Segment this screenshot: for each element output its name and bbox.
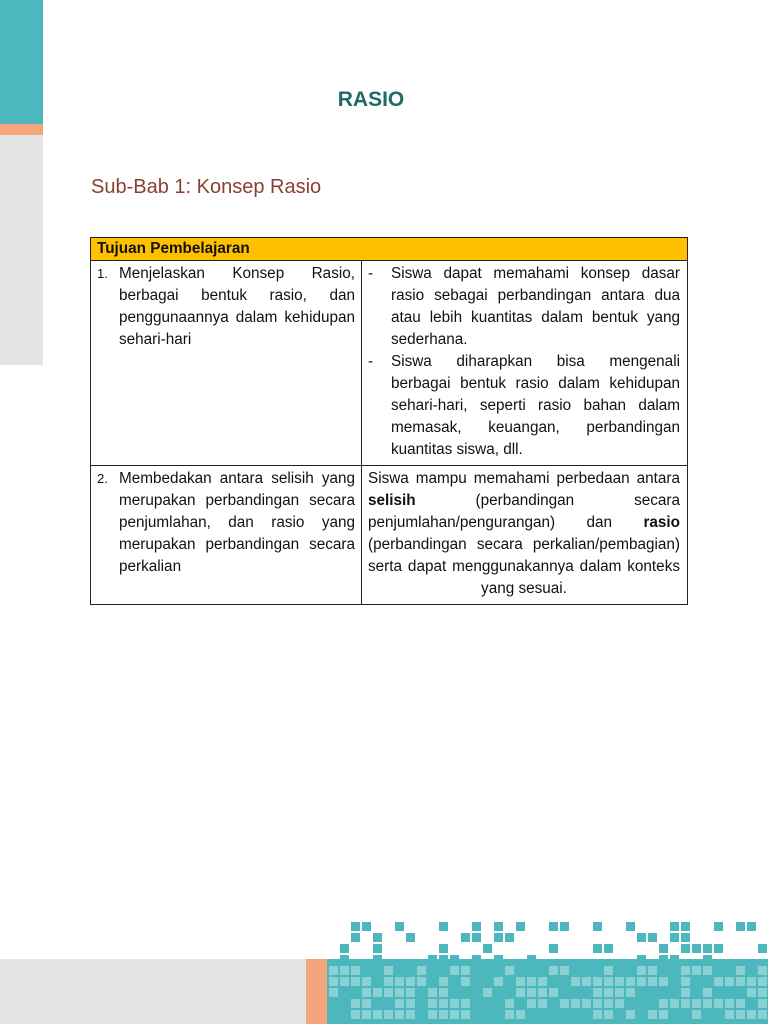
pixel-square bbox=[725, 977, 734, 986]
footer-band-orange bbox=[306, 959, 327, 1024]
pixel-square bbox=[373, 1010, 382, 1019]
pixel-square bbox=[549, 966, 558, 975]
pixel-square bbox=[670, 999, 679, 1008]
pixel-square bbox=[725, 999, 734, 1008]
objective-text: Menjelaskan Konsep Rasio, berbagai bentuk rasio, dan penggunaannya dalam kehidupan sehari-hari bbox=[119, 265, 355, 348]
outcome-text-part: Siswa mampu memahami perbedaan antara bbox=[368, 470, 680, 487]
pixel-square bbox=[659, 999, 668, 1008]
pixel-square bbox=[703, 966, 712, 975]
pixel-square bbox=[494, 922, 503, 931]
pixel-square bbox=[483, 944, 492, 953]
pixel-square bbox=[703, 944, 712, 953]
pixel-square bbox=[527, 999, 536, 1008]
pixel-square bbox=[494, 977, 503, 986]
item-number: 1. bbox=[97, 266, 108, 281]
pixel-square bbox=[681, 933, 690, 942]
outcome-text-part: (perbandingan secara perkalian/pembagian) serta dapat menggunakannya dalam konteks yang sesuai. bbox=[368, 536, 680, 597]
pixel-square bbox=[329, 966, 338, 975]
pixel-square bbox=[472, 955, 481, 964]
pixel-square bbox=[604, 966, 613, 975]
pixel-square bbox=[593, 977, 602, 986]
pixel-square bbox=[351, 922, 360, 931]
pixel-square bbox=[373, 933, 382, 942]
pixel-square bbox=[725, 1010, 734, 1019]
pixel-square bbox=[681, 977, 690, 986]
pixel-square bbox=[362, 922, 371, 931]
table-header: Tujuan Pembelajaran bbox=[91, 238, 688, 261]
pixel-square bbox=[406, 988, 415, 997]
pixel-square bbox=[681, 966, 690, 975]
pixel-square bbox=[626, 1010, 635, 1019]
table-row bbox=[91, 261, 688, 466]
pixel-square bbox=[714, 977, 723, 986]
pixel-square bbox=[395, 988, 404, 997]
pixel-square bbox=[527, 988, 536, 997]
pixel-square bbox=[461, 977, 470, 986]
bullet-dash: - bbox=[368, 353, 374, 370]
pixel-square bbox=[362, 977, 371, 986]
pixel-square bbox=[758, 977, 767, 986]
pixel-square bbox=[736, 977, 745, 986]
pixel-square bbox=[681, 922, 690, 931]
pixel-square bbox=[340, 955, 349, 964]
pixel-square bbox=[439, 922, 448, 931]
pixel-square bbox=[461, 933, 470, 942]
pixel-square bbox=[450, 955, 459, 964]
pixel-square bbox=[582, 999, 591, 1008]
outcome-cell bbox=[362, 261, 688, 466]
pixel-square bbox=[626, 977, 635, 986]
pixel-square bbox=[670, 922, 679, 931]
pixel-square bbox=[670, 955, 679, 964]
pixel-square bbox=[340, 966, 349, 975]
pixel-square bbox=[516, 1010, 525, 1019]
pixel-square bbox=[516, 988, 525, 997]
pixel-square bbox=[593, 944, 602, 953]
pixel-square bbox=[406, 933, 415, 942]
pixel-square bbox=[505, 1010, 514, 1019]
pixel-square bbox=[516, 922, 525, 931]
list-item bbox=[368, 351, 680, 461]
pixel-square bbox=[648, 1010, 657, 1019]
pixel-square bbox=[692, 999, 701, 1008]
pixel-square bbox=[384, 966, 393, 975]
pixel-square bbox=[659, 955, 668, 964]
pixel-square bbox=[648, 933, 657, 942]
pixel-square bbox=[637, 977, 646, 986]
pixel-square bbox=[736, 966, 745, 975]
pixel-square bbox=[527, 977, 536, 986]
pixel-square bbox=[351, 1010, 360, 1019]
pixel-square bbox=[747, 922, 756, 931]
pixel-square bbox=[439, 977, 448, 986]
section-subtitle: Sub-Bab 1: Konsep Rasio bbox=[91, 176, 322, 198]
side-accent-gray bbox=[0, 135, 43, 365]
pixel-square bbox=[351, 999, 360, 1008]
pixel-square bbox=[560, 966, 569, 975]
outcome-paragraph bbox=[368, 468, 680, 600]
pixel-square bbox=[351, 966, 360, 975]
pixel-square bbox=[571, 977, 580, 986]
pixel-square bbox=[384, 988, 393, 997]
pixel-square bbox=[692, 966, 701, 975]
pixel-square bbox=[736, 922, 745, 931]
pixel-square bbox=[450, 966, 459, 975]
pixel-square bbox=[373, 988, 382, 997]
pixel-square bbox=[758, 1010, 767, 1019]
outcome-text: Siswa diharapkan bisa mengenali berbagai bentuk rasio dalam kehidupan sehari-hari, seperti rasio bahan dalam memasak, keuangan, perbandingan kuantitas siswa, dll. bbox=[391, 353, 680, 458]
outcome-cell bbox=[362, 466, 688, 605]
pixel-square bbox=[450, 1010, 459, 1019]
pixel-square bbox=[615, 999, 624, 1008]
pixel-square bbox=[703, 988, 712, 997]
item-number: 2. bbox=[97, 471, 108, 486]
pixel-square bbox=[593, 999, 602, 1008]
pixel-square bbox=[483, 988, 492, 997]
objective-cell bbox=[91, 261, 362, 466]
pixel-square bbox=[549, 944, 558, 953]
pixel-square bbox=[604, 944, 613, 953]
pixel-square bbox=[439, 1010, 448, 1019]
pixel-square bbox=[648, 977, 657, 986]
pixel-square bbox=[395, 922, 404, 931]
pixel-square bbox=[439, 999, 448, 1008]
pixel-square bbox=[604, 1010, 613, 1019]
pixel-square bbox=[373, 955, 382, 964]
pixel-square bbox=[362, 999, 371, 1008]
side-accent-orange bbox=[0, 124, 43, 135]
pixel-square bbox=[758, 944, 767, 953]
term-selisih: selisih bbox=[368, 492, 416, 509]
pixel-square bbox=[494, 955, 503, 964]
pixel-square bbox=[428, 988, 437, 997]
pixel-square bbox=[351, 977, 360, 986]
pixel-square bbox=[406, 999, 415, 1008]
pixel-square bbox=[747, 1010, 756, 1019]
pixel-square bbox=[395, 977, 404, 986]
learning-objectives-table bbox=[90, 237, 688, 605]
pixel-square bbox=[329, 977, 338, 986]
pixel-square bbox=[439, 988, 448, 997]
list-item bbox=[97, 263, 355, 351]
pixel-square bbox=[747, 988, 756, 997]
pixel-square bbox=[637, 933, 646, 942]
pixel-square bbox=[659, 944, 668, 953]
pixel-square bbox=[538, 988, 547, 997]
pixel-square bbox=[681, 988, 690, 997]
pixel-square bbox=[659, 1010, 668, 1019]
pixel-square bbox=[593, 922, 602, 931]
pixel-square bbox=[648, 966, 657, 975]
pixel-square bbox=[362, 1010, 371, 1019]
pixel-square bbox=[538, 999, 547, 1008]
pixel-square bbox=[538, 977, 547, 986]
pixel-square bbox=[758, 988, 767, 997]
pixel-square bbox=[692, 944, 701, 953]
pixel-square bbox=[571, 999, 580, 1008]
pixel-square bbox=[604, 988, 613, 997]
objective-text: Membedakan antara selisih yang merupakan perbandingan secara penjumlahan, dan rasio yang merupakan perbandingan secara perkalian bbox=[119, 470, 355, 575]
pixel-square bbox=[637, 955, 646, 964]
bullet-dash: - bbox=[368, 265, 374, 282]
pixel-square bbox=[505, 966, 514, 975]
pixel-square bbox=[626, 988, 635, 997]
pixel-square bbox=[560, 922, 569, 931]
pixel-square bbox=[428, 1010, 437, 1019]
pixel-square bbox=[417, 966, 426, 975]
pixel-square bbox=[461, 999, 470, 1008]
pixel-square bbox=[373, 944, 382, 953]
outcome-text: Siswa dapat memahami konsep dasar rasio sebagai perbandingan antara dua atau lebih kuantitas dalam bentuk yang sederhana. bbox=[391, 265, 680, 348]
pixel-square bbox=[516, 977, 525, 986]
pixel-square bbox=[461, 1010, 470, 1019]
pixel-square bbox=[384, 1010, 393, 1019]
pixel-square bbox=[450, 999, 459, 1008]
pixel-square bbox=[560, 999, 569, 1008]
pixel-square bbox=[340, 944, 349, 953]
pixel-square bbox=[703, 955, 712, 964]
pixel-square bbox=[637, 966, 646, 975]
objective-cell bbox=[91, 466, 362, 605]
pixel-square bbox=[472, 933, 481, 942]
pixel-square bbox=[714, 999, 723, 1008]
pixel-square bbox=[593, 988, 602, 997]
pixel-square bbox=[527, 955, 536, 964]
list-item bbox=[97, 468, 355, 578]
pixel-square bbox=[395, 1010, 404, 1019]
pixel-square bbox=[714, 922, 723, 931]
outcome-text-part: (perbandingan secara penjumlahan/pengurangan) dan bbox=[368, 492, 680, 531]
pixel-square bbox=[593, 1010, 602, 1019]
pixel-square bbox=[615, 977, 624, 986]
pixel-square bbox=[681, 999, 690, 1008]
pixel-square bbox=[461, 966, 470, 975]
pixel-square bbox=[549, 988, 558, 997]
table-row bbox=[91, 466, 688, 605]
pixel-square bbox=[703, 999, 712, 1008]
list-item bbox=[368, 263, 680, 351]
pixel-square bbox=[505, 933, 514, 942]
pixel-square bbox=[417, 977, 426, 986]
pixel-square bbox=[406, 977, 415, 986]
pixel-square bbox=[758, 966, 767, 975]
pixel-square bbox=[582, 977, 591, 986]
pixel-square bbox=[439, 955, 448, 964]
pixel-square bbox=[428, 955, 437, 964]
pixel-square bbox=[329, 988, 338, 997]
pixel-square bbox=[406, 1010, 415, 1019]
term-rasio: rasio bbox=[643, 514, 680, 531]
pixel-square bbox=[351, 933, 360, 942]
pixel-square bbox=[604, 999, 613, 1008]
page-title: RASIO bbox=[337, 88, 405, 111]
pixel-square bbox=[549, 922, 558, 931]
pixel-square bbox=[692, 1010, 701, 1019]
pixel-square bbox=[626, 922, 635, 931]
table-header-row bbox=[91, 238, 688, 261]
pixel-square bbox=[681, 944, 690, 953]
pixel-square bbox=[439, 944, 448, 953]
pixel-pattern-decoration bbox=[327, 918, 768, 1024]
pixel-square bbox=[659, 977, 668, 986]
pixel-square bbox=[340, 977, 349, 986]
pixel-square bbox=[714, 944, 723, 953]
footer-band-gray bbox=[0, 959, 306, 1024]
pixel-square bbox=[428, 999, 437, 1008]
pixel-square bbox=[747, 977, 756, 986]
pixel-square bbox=[758, 999, 767, 1008]
pixel-square bbox=[736, 1010, 745, 1019]
pixel-square bbox=[362, 988, 371, 997]
pixel-square bbox=[505, 999, 514, 1008]
pixel-square bbox=[494, 933, 503, 942]
pixel-square bbox=[736, 999, 745, 1008]
pixel-square bbox=[670, 933, 679, 942]
pixel-square bbox=[395, 999, 404, 1008]
pixel-square bbox=[604, 977, 613, 986]
pixel-square bbox=[472, 922, 481, 931]
pixel-square bbox=[384, 977, 393, 986]
pixel-square bbox=[615, 988, 624, 997]
